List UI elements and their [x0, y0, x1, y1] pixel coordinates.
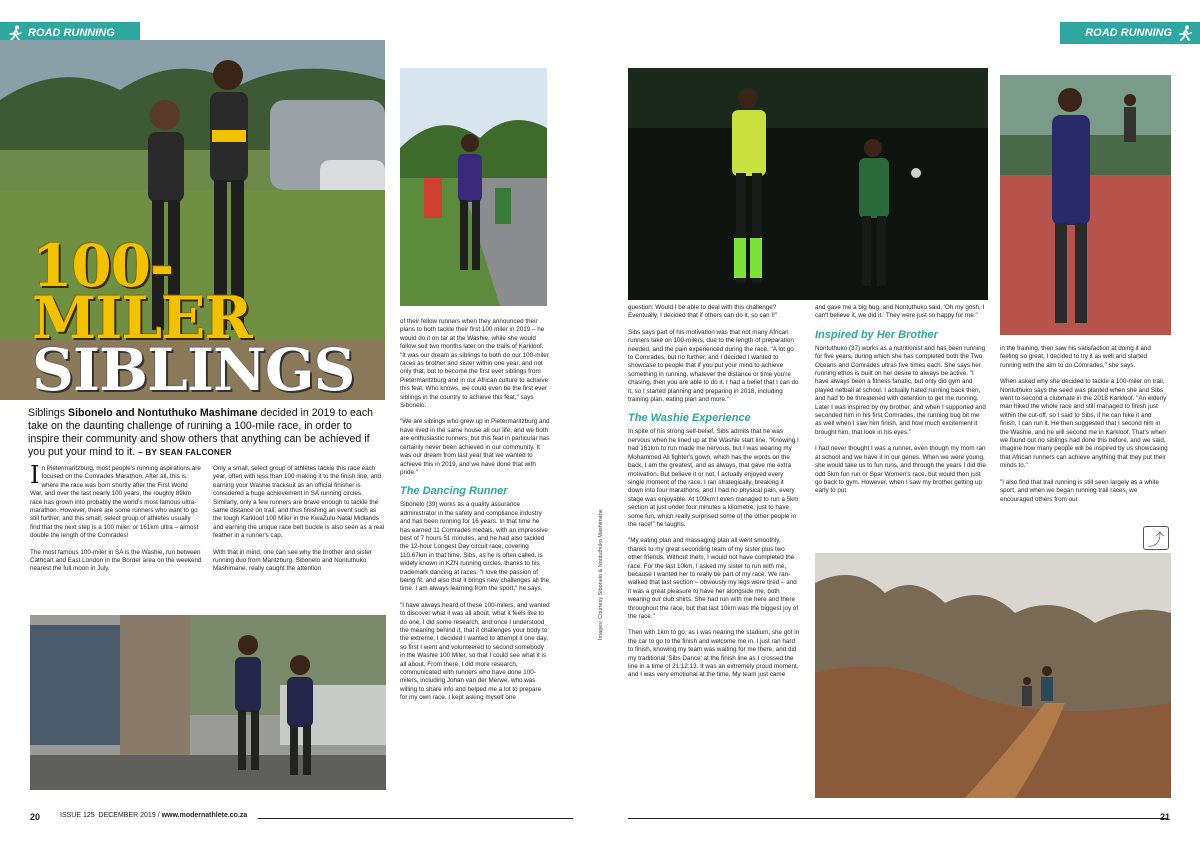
- column-4: [628, 304, 800, 688]
- body-text: n Pietermaritzburg, most people's running aspirations are focused on the Comrades Marathon. After all, this is where the race was born shortly after the First World War, and over the last nearly 100 years, the roughly 89km race has grown into probably the world's most famous ultra-marathon. However, there are some runners who want to go still further, and this small, select group of athletes usually find that the next step is a 100 miler, or 161km ultra – almost double the length of the Comrades!: [30, 465, 201, 540]
- footer-issue-info: [60, 812, 247, 819]
- intro-text: decided in 2019 to each take on the daunting challenge of running a 100-mile race, in order to inspire their community and show others that anything can be achieved if you put your mind to it.: [28, 407, 374, 458]
- column-2: [213, 465, 385, 582]
- runner-icon: [8, 25, 22, 41]
- headline: [32, 232, 362, 405]
- column-1: [30, 461, 202, 582]
- body-text: of their fellow runners when they announced their plans to both tackle their first 100 miler in 2019 – he would do it on tar at the Washie, while she would follow suit two months later on the trails of Karkloof. "It was our dream as siblings to both do our 100-miler races as brother and sister within one year, and not only that, but to become the first ever siblings from Pietermaritzburg and in our African culture to achieve this feat. Who knows, we could even be the first ever siblings in the country to achieve this feat," says Sibonelo.: [400, 318, 549, 410]
- body-text: and gave me a big hug, and Nontuthuko said, 'Oh my gosh, I can't believe it, we did it.' They were just so happy for me.": [815, 304, 985, 320]
- body-text: Sibonelo (39) works as a quality assurance administrator in the safety and compliance industry and has been running for 16 years. In that time he has earned 11 Comrades medals, with an impressive best of 7 hours 51 minutes, and he had also tackled the 12-hour Longest Day circuit race, covering 110.67km in that time. Sibs, as he is often called, is widely known in KZN running circles, thanks to his trademark dancing at races. "I love the passion of being fit, and also that it brings new challenges all the time. I am always learning from the sport," he says.: [400, 501, 550, 593]
- photo-night-run: [628, 68, 988, 300]
- page-number-left: 20: [30, 812, 41, 822]
- image-credit: Images: Courtesy Sibonelo & Nontuthuko Mashimane: [598, 509, 604, 640]
- photo-sibonelo-dancing: [400, 68, 547, 306]
- subheading-washie-experience: The Washie Experience: [628, 412, 751, 425]
- body-text: "I also find that trail running is still seen largely as a white sport, and when we began running trail races, we encouraged others from our: [1000, 478, 1160, 503]
- runner-icon: [1178, 25, 1192, 41]
- continue-arrow-icon: ⤴: [1143, 526, 1169, 550]
- body-text: question: Would I be able to deal with this challenge? Eventually, I decided that if others can do it, so can I!": [628, 304, 778, 320]
- section-tag-right: [1060, 22, 1200, 44]
- footer-issue: ISSUE 125: [60, 812, 95, 819]
- body-text: "We are siblings who grew up in Pietermaritzburg and have lived in the same house all our life, and we both are enthusiastic runners, but this feat in particular has certainly never been achieved in our community. It was our dream from last year that we wanted to achieve this in 2019, and we have done that with pride.": [400, 418, 550, 476]
- body-text: "I have always heard of these 100-milers, and wanted to discover what it was all about, what it feels like to do one. I did some research, and once I understood the meaning behind it, that it challenges your body to the extreme, I decided I wanted to attempt it one day, so first I went and volunteered to second somebody in the Washie 100 Miler, so that I could see what it is all about. From there, I did more research, communicated with runners who have done 100-milers, including Johan van der Merwe, who was willing to share info and helped me a lot to prepare for my own race. I kept asking myself one: [400, 601, 550, 702]
- byline: – BY SEAN FALCONER: [138, 448, 232, 457]
- body-text: In spite of his strong self-belief, Sibs admits that he was nervous when he lined up at the Washie start line. "Knowing I had 161km to run made me nervous, but I was wearing my Mohammed Ali fighter's gown, which has the words on the back, I am the greatest, and as always, that gave me extra motivation. But believe it or not, I actually enjoyed every single moment of the race. I ran strategically, breaking it down into four marathons, and I had no physical pain, every stage was enjoyable. At 109km I even managed to run a 5km section at just under four minutes a kilometre, just to have some fun, which really surprised some of the other people in the race!" he laughs.: [628, 428, 799, 528]
- footer-website: www.modernathlete.co.za: [161, 812, 248, 819]
- footer-rule-right: [628, 818, 1168, 819]
- body-text: The most famous 100-miler in SA is the Washie, run between Cathcart and East London in the Border area on the weekend nearest the full moon in July.: [30, 548, 202, 573]
- photo-siblings-road-race: [30, 615, 386, 790]
- body-text: Sibs says part of his motivation was that not many African runners take on 100-milers, due to the length of preparation needed, and the pain experienced during the race. "A lot go to Comrades, but no further, and I decided I wanted to showcase to people that if you put your mind to achieve something in running, whatever the distance or time you're chasing, then you are able to do it. I had a belief that I can do it, so I started planning and preparing in 2018, including training plan, eating plan and more.": [628, 328, 799, 404]
- intro-paragraph: [28, 407, 383, 459]
- body-text: Only a small, select group of athletes tackle this race each year, often with less than 100 making it to the finish line, and earning your Washie tracksuit as an official finisher is considered a huge achievement in SA running circles. Similarly, only a few runners are brave enough to tackle the same distance on trail, and thus finishing an event such as the tough Karkloof 100 Miler in the KwaZulu-Natal Midlands and earning the unique race belt buckle is also seen as a real feather in a runner's cap.: [213, 465, 385, 540]
- drop-cap: I: [30, 461, 40, 489]
- intro-text: Siblings: [28, 407, 69, 419]
- intro-names: Sibonelo and Nontuthuko Mashimane: [68, 407, 258, 419]
- column-3: [400, 318, 550, 711]
- body-text: I had never thought I was a runner, even though my mom ran at school and we have it in our genes. When we were young, she would take us to fun runs, and through the years I did the odd 5km fun run or Spar Women's race, but would then just go back to gym. However, when I saw my brother getting up early to put: [815, 445, 986, 495]
- subheading-inspired-by-her-brother: Inspired by Her Brother: [815, 328, 938, 341]
- page-number-right: 21: [1160, 812, 1171, 822]
- body-text: "My eating plan and massaging plan all went smoothly, thanks to my great seconding team of my sister plus two other friends. Without them, I would not have completed the race. For the last 10km, I asked my sister to run with me, because I wanted her to really be part of my race. We ran-walked that last section – obviously my legs were tired – and it was a great pleasure to have her alongside me, both wearing our club shirts. She had run with me here and there throughout the race, but that last 10km was the biggest joy of the race.": [628, 537, 799, 620]
- photo-nontuthuko-track: [1000, 75, 1171, 335]
- headline-line-2: SIBLINGS: [32, 336, 355, 405]
- body-text: in the training, then saw his satisfaction at doing it and feeling so great, I decided to try it as well and started running with the aim to do Comrades," she says.: [1000, 345, 1151, 369]
- body-text: Nontuthuko (37) works as a nutritionist and has been running for five years, during which she has completed both the Two Oceans and Comrades ultras five times each. She says her running ethos is built on her desire to always be active. "I have always been a fitness fanatic, but only did gym and played netball at school. I actually hated running back then, and had to be threatened with detention to get me running. Later I was inspired by my brother, and when I supported and seconded him in his first Comrades, the running bug bit me as well when I saw him finish, and how much excitement it brought him, that look in his eyes.": [815, 344, 986, 436]
- photo-trail-run: [815, 553, 1171, 798]
- headline-line-1: 100-MILER: [32, 232, 252, 353]
- body-text: With that in mind, one can see why the brother and sister running duo from Maritzburg, Sibonelo and Nontuthuko Mashimane, really caught the attention: [213, 548, 372, 573]
- column-6: [1000, 345, 1168, 512]
- column-5: [815, 304, 987, 504]
- body-text: When asked why she decided to tackle a 100-miler on trail, Nontuthuko says the seed was planted when she and Sibs went to second a clubmate in the 2018 Karkloof. "An elderly man hiked the whole race and still managed to finish just within the cut-off, so I said to Sibs, if he can hike it and finish, I can run it. He then suggested that I second him in the Washie, and he will second me in Karkloof. That's when we found out no siblings had done this before, and we said, imagine how many people will be inspired by us showcasing that African runners can achieve anything that they put their minds to.": [1000, 378, 1168, 470]
- section-tag-label: ROAD RUNNING: [1085, 27, 1172, 39]
- footer-rule-left: [258, 818, 573, 819]
- subheading-dancing-runner: The Dancing Runner: [400, 485, 508, 498]
- section-tag-label: ROAD RUNNING: [28, 27, 115, 39]
- footer-separator: /: [157, 812, 160, 819]
- footer-date: DECEMBER 2019: [98, 812, 156, 819]
- body-text: Then with 1km to go, as I was nearing the stadium, she got in the car to go to the finish and welcome me in. I just ran hard to finish, knowing my team was waiting for me there, and did my traditional 'Sibs Dance' at the finish line as I crossed the line in a time of 21:12:13. It was an extremely proud moment, and I was very emotional at the time. My team just came: [628, 629, 800, 679]
